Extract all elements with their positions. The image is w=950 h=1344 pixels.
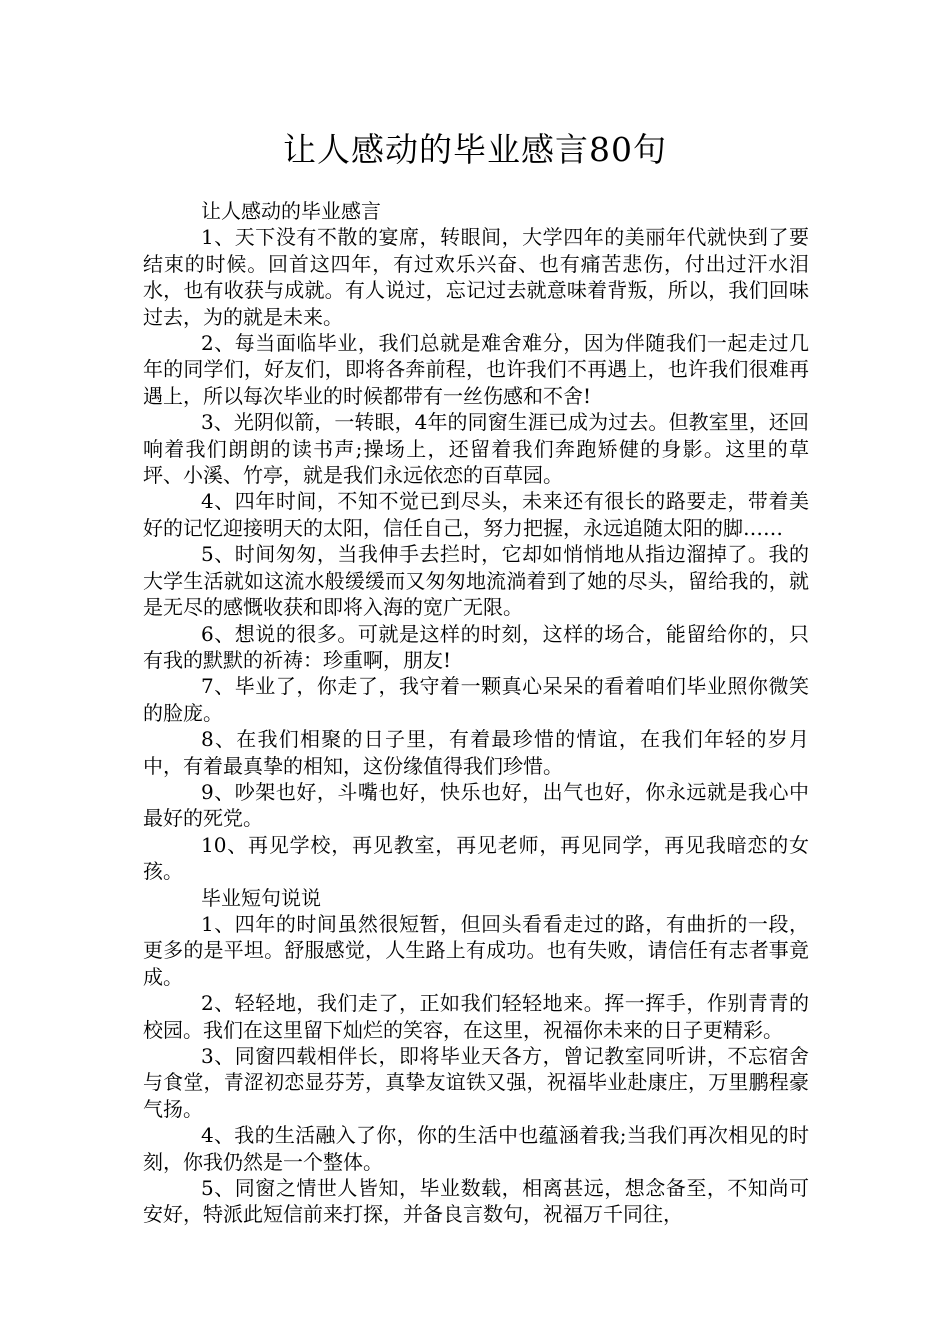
document-title: 让人感动的毕业感言80句 <box>283 130 667 169</box>
paragraph: 2、每当面临毕业，我们总就是难舍难分，因为伴随我们一起走过几年的同学们，好友们，即将各奔前程，也许我们不再遇上，也许我们很难再遇上，所以每次毕业的时候都带有一丝伤感和不舍! <box>143 331 809 408</box>
document-body <box>143 198 809 1228</box>
paragraph: 1、四年的时间虽然很短暂，但回头看看走过的路，有曲折的一段，更多的是平坦。舒服感觉，人生路上有成功。也有失败，请信任有志者事竟成。 <box>143 911 809 989</box>
section-heading: 让人感动的毕业感言 <box>201 199 381 223</box>
paragraph: 2、轻轻地，我们走了，正如我们轻轻地来。挥一挥手，作别青青的校园。我们在这里留下灿烂的笑容，在这里，祝福你未来的日子更精彩。 <box>143 991 809 1042</box>
paragraph: 4、我的生活融入了你，你的生活中也蕴涵着我;当我们再次相见的时刻，你我仍然是一个整体。 <box>143 1123 809 1174</box>
paragraph: 5、同窗之情世人皆知，毕业数载，相离甚远，想念备至，不知尚可安好，特派此短信前来打探，并备良言数句，祝福万千同往， <box>143 1176 809 1227</box>
section-heading: 毕业短句说说 <box>201 885 321 910</box>
paragraph: 1、天下没有不散的宴席，转眼间，大学四年的美丽年代就快到了要结束的时候。回首这四年，有过欢乐兴奋、也有痛苦悲伤，付出过汗水泪水，也有收获与成就。有人说过，忘记过去就意味着背叛，所以，我们回味过去，为的就是未来。 <box>143 225 809 329</box>
paragraph: 10、再见学校，再见教室，再见老师，再见同学，再见我暗恋的女孩。 <box>143 832 809 884</box>
paragraph: 3、同窗四载相伴长，即将毕业天各方，曾记教室同听讲，不忘宿舍与食堂，青涩初恋显芬芳，真挚友谊铁又强，祝福毕业赴康庄，万里鹏程豪气扬。 <box>143 1044 809 1121</box>
paragraph: 9、吵架也好，斗嘴也好，快乐也好，出气也好，你永远就是我心中最好的死党。 <box>143 779 809 831</box>
paragraph: 7、毕业了，你走了，我守着一颗真心呆呆的看着咱们毕业照你微笑的脸庞。 <box>143 674 809 725</box>
paragraph: 3、光阴似箭，一转眼，4年的同窗生涯已成为过去。但教室里，还回响着我们朗朗的读书声;操场上，还留着我们奔跑矫健的身影。这里的草坪、小溪、竹亭，就是我们永远依恋的百草园。 <box>143 410 809 488</box>
paragraph: 4、四年时间，不知不觉已到尽头，未来还有很长的路要走，带着美好的记忆迎接明天的太阳，信任自己，努力把握，永远追随太阳的脚…… <box>143 489 809 540</box>
paragraph: 8、在我们相聚的日子里，有着最珍惜的情谊，在我们年轻的岁月中，有着最真挚的相知，这份缘值得我们珍惜。 <box>143 727 809 778</box>
paragraph: 6、想说的很多。可就是这样的时刻，这样的场合，能留给你的，只有我的默默的祈祷：珍重啊，朋友! <box>143 621 809 672</box>
paragraph: 5、时间匆匆，当我伸手去拦时，它却如悄悄地从指边溜掉了。我的大学生活就如这流水般缓缓而又匆匆地流淌着到了她的尽头，留给我的，就是无尽的感慨收获和即将入海的宽广无限。 <box>143 542 809 620</box>
